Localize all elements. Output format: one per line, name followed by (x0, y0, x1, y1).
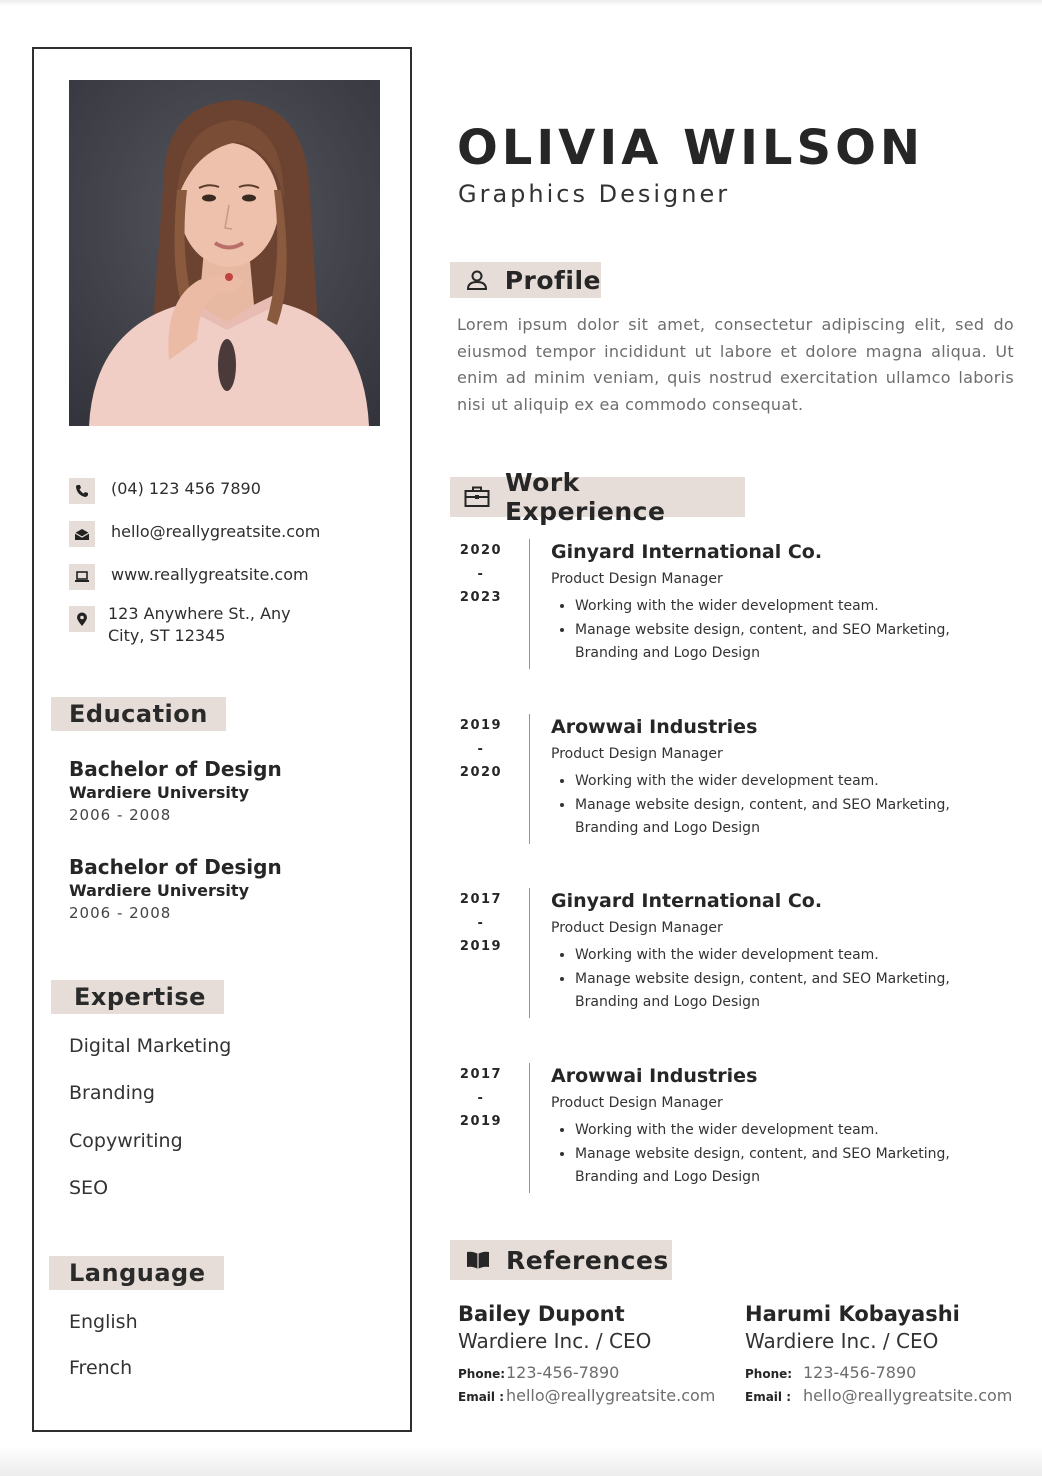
job-bullet: • Working with the wider development team. (575, 595, 1005, 619)
job-years (450, 1063, 512, 1134)
education-heading: Education (51, 697, 226, 731)
reference-card (458, 1300, 715, 1408)
reference-phone-label: Phone: (745, 1367, 793, 1381)
job-bullet: • Manage website design, content, and SEO Marketing, Branding and Logo Design (575, 1143, 1005, 1190)
job-company: Arowwai Industries (551, 1065, 758, 1087)
job-years (450, 539, 512, 610)
job-bullet: • Working with the wider development team. (575, 770, 1005, 794)
education-degree: Bachelor of Design (69, 855, 282, 879)
job-bullets (551, 770, 1005, 841)
job-company: Ginyard International Co. (551, 541, 823, 563)
job-entry (450, 714, 1010, 854)
education-degree: Bachelor of Design (69, 757, 282, 781)
expertise-item: Digital Marketing (69, 1035, 232, 1057)
job-bullet: • Manage website design, content, and SEO Marketing, Branding and Logo Design (575, 968, 1005, 1015)
laptop-icon (69, 564, 95, 590)
reference-email[interactable]: hello@reallygreatsite.com (803, 1386, 1013, 1405)
phone-text: (04) 123 456 7890 (111, 479, 261, 498)
work-heading-label: Work Experience (504, 468, 666, 526)
education-entry (69, 854, 282, 924)
education-school: Wardiere University (69, 783, 249, 802)
job-start-year: 2017 (459, 892, 503, 907)
reference-phone-row (745, 1362, 1012, 1385)
contact-website (69, 564, 309, 590)
job-entry (450, 888, 1010, 1028)
profile-summary: Lorem ipsum dolor sit amet, consectetur adipiscing elit, sed do eiusmod tempor incididunt ut labore et dolore magna aliqua. Ut enim ad minim veniam, quis nostrud exercitation ullamco laboris nisi ut aliquip ex ea commodo consequat. (457, 315, 1014, 414)
reference-phone: 123-456-7890 (506, 1363, 620, 1382)
job-company: Ginyard International Co. (551, 890, 823, 912)
reference-phone-row (458, 1362, 715, 1385)
reference-email-label: Email : (745, 1390, 792, 1404)
job-title: Graphics Designer (458, 180, 731, 208)
expertise-item: Copywriting (69, 1130, 183, 1152)
contact-phone (69, 478, 261, 504)
reference-name: Bailey Dupont (458, 1302, 625, 1326)
reference-phone-label: Phone: (458, 1367, 506, 1381)
job-year-separator: - (477, 566, 485, 582)
website-text[interactable]: www.reallygreatsite.com (111, 565, 309, 584)
work-experience-heading (450, 468, 745, 526)
job-end-year: 2019 (459, 1114, 503, 1129)
job-bullets (551, 944, 1005, 1015)
expertise-heading: Expertise (51, 980, 224, 1014)
timeline-line (529, 539, 530, 669)
language-heading: Language (49, 1256, 224, 1290)
job-years (450, 714, 512, 785)
reference-email-row (458, 1385, 715, 1408)
job-start-year: 2017 (459, 1067, 503, 1082)
education-entry (69, 756, 282, 826)
expertise-item: SEO (69, 1177, 109, 1199)
job-bullet: • Manage website design, content, and SEO Marketing, Branding and Logo Design (575, 794, 1005, 841)
expertise-item: Branding (69, 1082, 155, 1104)
job-role: Product Design Manager (551, 920, 723, 936)
person-icon (450, 269, 505, 291)
language-item: French (69, 1357, 133, 1379)
job-end-year: 2023 (459, 590, 503, 605)
language-item: English (69, 1311, 138, 1333)
reference-company: Wardiere Inc. / CEO (745, 1329, 939, 1353)
timeline-line (529, 1063, 530, 1193)
references-heading-label: References (506, 1245, 669, 1275)
education-school: Wardiere University (69, 881, 249, 900)
reference-email-row (745, 1385, 1012, 1408)
timeline-line (529, 714, 530, 844)
job-company: Arowwai Industries (551, 716, 758, 738)
job-bullet: • Working with the wider development team. (575, 944, 1005, 968)
contact-address (69, 603, 291, 647)
reference-phone: 123-456-7890 (803, 1363, 917, 1382)
profile-heading-label: Profile (504, 265, 601, 295)
job-year-separator: - (477, 1090, 485, 1106)
timeline-line (529, 888, 530, 1018)
contact-email (69, 521, 320, 547)
reference-name: Harumi Kobayashi (745, 1302, 960, 1326)
job-bullet: • Manage website design, content, and SEO Marketing, Branding and Logo Design (575, 619, 1005, 666)
job-bullets (551, 1119, 1005, 1190)
job-end-year: 2020 (459, 765, 503, 780)
briefcase-icon (450, 486, 505, 508)
education-years: 2006 - 2008 (69, 904, 172, 922)
job-bullet: • Working with the wider development team. (575, 1119, 1005, 1143)
job-year-separator: - (477, 915, 485, 931)
address-text (108, 603, 291, 647)
references-heading (450, 1240, 672, 1280)
job-start-year: 2019 (459, 718, 503, 733)
job-start-year: 2020 (459, 543, 503, 558)
job-role: Product Design Manager (551, 571, 723, 587)
address-line-1: 123 Anywhere St., Any (108, 604, 291, 623)
job-entry (450, 1063, 1010, 1203)
job-role: Product Design Manager (551, 746, 723, 762)
job-years (450, 888, 512, 959)
email-text[interactable]: hello@reallygreatsite.com (111, 522, 321, 541)
reference-card (745, 1300, 1012, 1408)
book-icon (450, 1250, 506, 1270)
address-line-2: City, ST 12345 (108, 626, 226, 645)
reference-email-label: Email : (458, 1390, 505, 1404)
job-year-separator: - (477, 741, 485, 757)
envelope-icon (69, 521, 95, 547)
education-years: 2006 - 2008 (69, 806, 172, 824)
reference-email[interactable]: hello@reallygreatsite.com (506, 1386, 716, 1405)
page-shade-top (0, 0, 1042, 6)
job-role: Product Design Manager (551, 1095, 723, 1111)
job-end-year: 2019 (459, 939, 503, 954)
location-pin-icon (69, 606, 95, 632)
phone-icon (69, 478, 95, 504)
full-name: OLIVIA WILSON (457, 120, 925, 176)
job-entry (450, 539, 1010, 679)
page-shade-bottom (0, 1446, 1042, 1476)
profile-heading (450, 262, 601, 298)
reference-company: Wardiere Inc. / CEO (458, 1329, 652, 1353)
profile-photo (69, 80, 380, 426)
job-bullets (551, 595, 1005, 666)
